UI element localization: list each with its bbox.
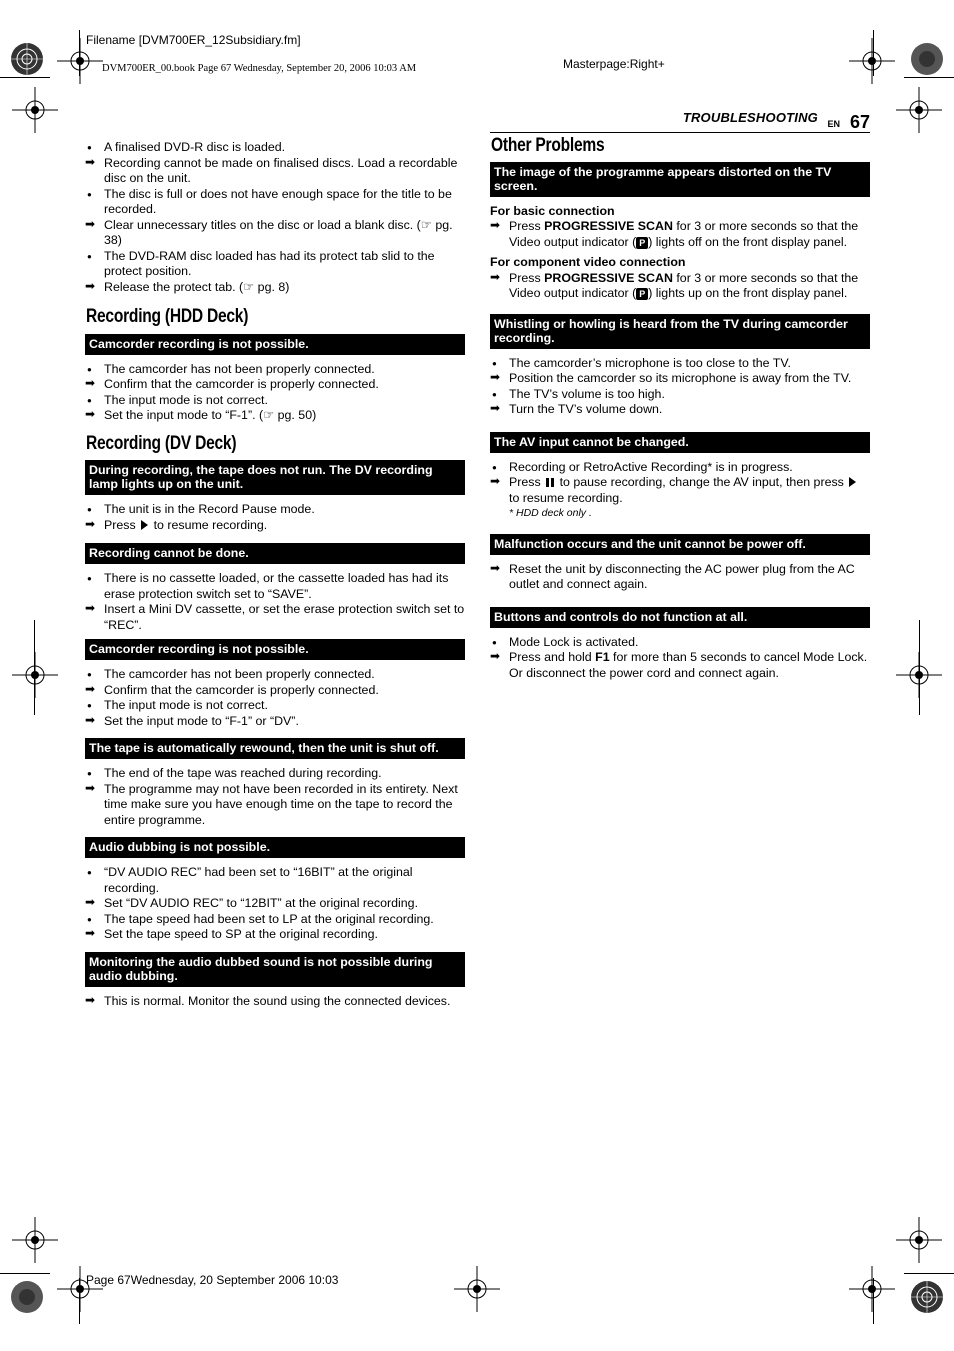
crosshair-mark-right-lower <box>896 1217 942 1263</box>
list-item: Recording cannot be made on finalised discs. Load a recordable disc on the unit. <box>104 155 458 185</box>
list-item: This is normal. Monitor the sound using the connected devices. <box>104 993 451 1008</box>
registration-mark-bottom-left-disc <box>4 1274 50 1320</box>
problem-bar: Camcorder recording is not possible. <box>85 334 465 355</box>
pause-icon <box>546 478 554 487</box>
footer-slug: Page 67Wednesday, 20 September 2006 10:03 <box>86 1273 339 1287</box>
play-icon <box>141 520 148 530</box>
trim-line <box>873 1278 874 1324</box>
trim-line <box>0 1273 50 1274</box>
list-item: Set “DV AUDIO REC” to “12BIT” at the original recording. <box>104 896 419 910</box>
list-item: Confirm that the camcorder is properly connected. <box>104 377 379 391</box>
problem-bar: During recording, the tape does not run. The DV recording lamp lights up on the unit. <box>85 460 465 495</box>
list-item: Mode Lock is activated. <box>509 634 639 649</box>
list-item: The DVD-RAM disc loaded has had its protect tab slid to the protect position. <box>104 248 435 278</box>
list-item: Press to pause recording, change the AV input, then press to resume recording. <box>490 475 870 506</box>
page-number: 67 <box>849 112 870 132</box>
left-column <box>85 140 465 1009</box>
list-item: The programme may not have been recorded in its entirety. Next time make sure you have enough time on the tape to record the entire programme. <box>104 781 458 827</box>
list-item: Insert a Mini DV cassette, or set the erase protection switch set to “REC”. <box>104 602 465 632</box>
crosshair-mark-left-upper <box>12 87 58 133</box>
registration-mark-top-left-disc <box>4 36 50 82</box>
list-item: The input mode is not correct. <box>104 698 268 712</box>
problem-bar: The image of the programme appears distorted on the TV screen. <box>490 162 870 197</box>
list-item: The camcorder has not been properly connected. <box>104 361 375 376</box>
list-item: The unit is in the Record Pause mode. <box>104 502 315 516</box>
list-item: Reset the unit by disconnecting the AC power plug from the AC outlet and connect again. <box>509 561 855 591</box>
play-icon <box>849 477 856 487</box>
trim-line <box>904 77 954 78</box>
crosshair-mark-bottom-center <box>454 1266 500 1312</box>
list-item: Set the input mode to “F-1” or “DV”. <box>104 713 299 728</box>
list-item: The input mode is not correct. <box>104 392 268 407</box>
problem-bar: Malfunction occurs and the unit cannot be power off. <box>490 534 870 555</box>
registration-mark-top-right-disc <box>904 36 950 82</box>
crosshair-mark-left-lower <box>12 1217 58 1263</box>
list-item: The disc is full or does not have enough space for the title to be recorded. <box>104 186 452 216</box>
list-item: The camcorder’s microphone is too close to the TV. <box>509 355 791 370</box>
section-heading-dv: Recording (DV Deck) <box>86 432 237 454</box>
list-item: “DV AUDIO REC” had been set to “16BIT” at the original recording. <box>104 865 413 895</box>
trim-line <box>0 77 50 78</box>
trim-line <box>919 620 920 715</box>
registration-mark-bottom-right-disc <box>904 1274 950 1320</box>
list-item: A finalised DVD-R disc is loaded. <box>104 140 286 154</box>
list-item: Recording or RetroActive Recording* is in progress. <box>509 459 793 474</box>
problem-bar: Recording cannot be done. <box>85 543 465 564</box>
book-slug: DVM700ER_00.book Page 67 Wednesday, September 20, 2006 10:03 AM <box>102 63 417 74</box>
footnote: * HDD deck only . <box>509 507 592 519</box>
list-item: Position the camcorder so its microphone is away from the TV. <box>509 371 852 385</box>
language-tag: EN <box>827 119 840 129</box>
list-item: Set the tape speed to SP at the original recording. <box>104 927 378 941</box>
crosshair-mark-top-right <box>849 38 895 84</box>
problem-bar: Whistling or howling is heard from the TV during camcorder recording. <box>490 314 870 349</box>
list-item: Press to resume recording. <box>104 517 268 532</box>
problem-bar: Camcorder recording is not possible. <box>85 639 465 660</box>
crosshair-mark-bottom-right <box>849 1266 895 1312</box>
problem-bar: The AV input cannot be changed. <box>490 432 870 453</box>
subheading: For basic connection <box>490 203 615 218</box>
list-item: Press PROGRESSIVE SCAN for 3 or more seconds so that the Video output indicator ( P ) lights up on the front display panel. <box>509 270 859 300</box>
progressive-indicator-icon: P <box>636 237 648 249</box>
trim-line <box>873 30 874 76</box>
problem-bar: Audio dubbing is not possible. <box>85 837 465 858</box>
section-heading-other: Other Problems <box>491 135 605 156</box>
trim-line <box>904 1273 954 1274</box>
progressive-indicator-icon: P <box>636 288 648 300</box>
list-item: The TV’s volume is too high. <box>509 386 665 401</box>
list-item: Clear unnecessary titles on the disc or load a blank disc. (☞ pg. 38) <box>104 217 453 247</box>
page-header <box>490 108 870 133</box>
trim-line <box>79 1278 80 1324</box>
problem-bar: Buttons and controls do not function at all. <box>490 607 870 628</box>
section-heading-hdd: Recording (HDD Deck) <box>86 306 249 327</box>
list-item: The end of the tape was reached during recording. <box>104 766 382 780</box>
list-item: The tape speed had been set to LP at the original recording. <box>104 911 434 926</box>
subheading: For component video connection <box>490 255 686 269</box>
intro-list <box>85 140 465 295</box>
list-item: Release the protect tab. (☞ pg. 8) <box>104 279 290 294</box>
filename-slug: Filename [DVM700ER_12Subsidiary.fm] <box>86 33 301 47</box>
right-column <box>490 135 870 681</box>
masterpage-slug: Masterpage:Right+ <box>563 57 665 71</box>
list-item: There is no cassette loaded, or the cassette loaded has had its erase protection switch set to “SAVE”. <box>104 571 449 601</box>
list-item: Turn the TV’s volume down. <box>509 402 663 416</box>
crosshair-mark-right-upper <box>896 87 942 133</box>
list-item: The camcorder has not been properly connected. <box>104 667 375 681</box>
trim-line <box>79 30 80 76</box>
list-item: Press and hold F1 for more than 5 seconds to cancel Mode Lock. Or disconnect the power cord and connect again. <box>509 650 868 680</box>
problem-bar: Monitoring the audio dubbed sound is not possible during audio dubbing. <box>85 952 465 987</box>
problem-bar: The tape is automatically rewound, then the unit is shut off. <box>85 738 465 759</box>
list-item: Press PROGRESSIVE SCAN for 3 or more seconds so that the Video output indicator ( P ) lights off on the front display panel. <box>509 219 859 249</box>
list-item: Set the input mode to “F-1”. (☞ pg. 50) <box>104 408 317 422</box>
trim-line <box>34 620 35 715</box>
crosshair-mark-left-middle <box>12 652 58 698</box>
list-item: Confirm that the camcorder is properly connected. <box>104 682 379 697</box>
section-title: TROUBLESHOOTING <box>682 110 818 125</box>
